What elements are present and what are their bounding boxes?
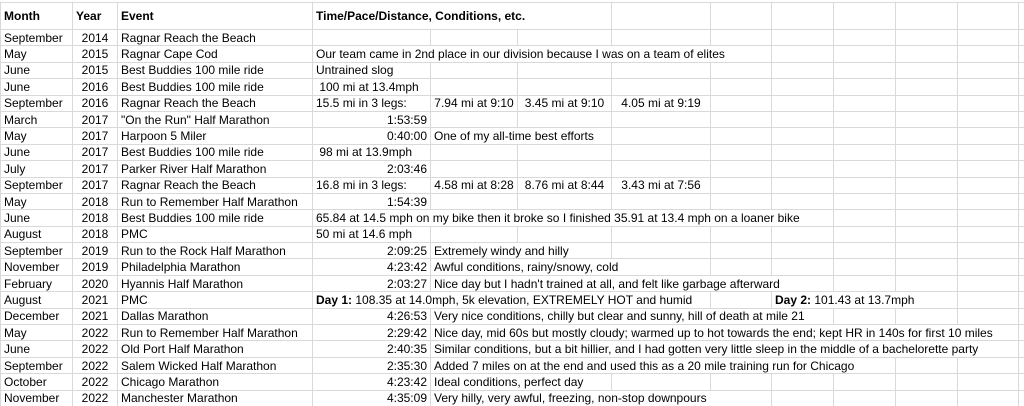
cell-empty[interactable] [896, 308, 958, 324]
cell-empty[interactable] [834, 95, 896, 111]
cell-empty[interactable] [834, 128, 896, 144]
cell-empty[interactable] [958, 390, 1019, 406]
cell-event[interactable]: Ragnar Reach the Beach [118, 95, 313, 111]
cell-empty[interactable] [834, 111, 896, 127]
cell-empty[interactable] [896, 46, 958, 62]
cell-year[interactable]: 2014 [73, 30, 118, 46]
cell-empty[interactable] [711, 62, 772, 78]
cell-year[interactable]: 2017 [73, 128, 118, 144]
cell-empty[interactable] [612, 79, 711, 95]
cell-event[interactable]: Harpoon 5 Miler [118, 128, 313, 144]
cell-event[interactable]: Run to the Rock Half Marathon [118, 243, 313, 259]
cell-empty[interactable] [612, 62, 711, 78]
cell-empty[interactable] [1019, 210, 1024, 226]
cell-month[interactable]: October [1, 374, 73, 390]
cell-empty[interactable] [896, 30, 958, 46]
cell-empty[interactable] [958, 292, 1019, 308]
cell-empty[interactable] [1019, 161, 1024, 177]
cell-empty[interactable] [834, 275, 896, 291]
cell-empty[interactable] [1019, 374, 1024, 390]
cell-empty[interactable] [958, 374, 1019, 390]
cell-time[interactable]: 4:26:53 [313, 308, 431, 324]
cell-empty[interactable] [313, 30, 431, 46]
cell-empty[interactable] [612, 193, 711, 209]
cell-empty[interactable] [834, 177, 896, 193]
cell-empty[interactable] [896, 161, 958, 177]
table-row [1, 111, 1024, 127]
cell-leg-1[interactable]: 4.58 mi at 8:28 [431, 177, 518, 193]
cell-event[interactable]: PMC [118, 226, 313, 242]
cell-month[interactable]: December [1, 308, 73, 324]
table-row [1, 341, 1024, 357]
cell-empty[interactable] [958, 193, 1019, 209]
cell-empty[interactable] [896, 62, 958, 78]
cell-leg-2[interactable]: 3.45 mi at 9:10 [518, 95, 612, 111]
cell-empty[interactable] [834, 226, 896, 242]
cell-event[interactable]: Best Buddies 100 mile ride [118, 144, 313, 160]
cell-empty[interactable] [518, 193, 612, 209]
cell-event[interactable]: Ragnar Reach the Beach [118, 30, 313, 46]
cell-time[interactable]: 2:29:42 [313, 325, 431, 341]
cell-year[interactable]: 2019 [73, 243, 118, 259]
cell-empty[interactable] [896, 210, 958, 226]
cell-empty[interactable] [896, 275, 958, 291]
cell-empty[interactable] [612, 128, 711, 144]
cell-empty[interactable] [958, 62, 1019, 78]
cell-empty[interactable] [772, 374, 834, 390]
cell-empty[interactable] [772, 177, 834, 193]
cell-empty[interactable] [896, 193, 958, 209]
cell-leg-3[interactable]: 4.05 mi at 9:19 [612, 95, 711, 111]
cell-empty[interactable] [772, 62, 834, 78]
cell-empty[interactable] [711, 95, 772, 111]
cell-month[interactable]: September [1, 243, 73, 259]
cell-empty[interactable] [958, 210, 1019, 226]
cell-empty[interactable] [1019, 128, 1024, 144]
table-row [1, 144, 1024, 160]
cell-event[interactable]: Run to Remember Half Marathon [118, 193, 313, 209]
cell-month[interactable]: June [1, 79, 73, 95]
cell-empty[interactable] [958, 128, 1019, 144]
cell-empty[interactable] [1019, 144, 1024, 160]
cell-time[interactable]: 1:54:39 [313, 193, 431, 209]
cell-empty[interactable] [772, 79, 834, 95]
cell-month[interactable]: May [1, 325, 73, 341]
cell-empty[interactable] [896, 374, 958, 390]
cell-empty[interactable] [958, 177, 1019, 193]
cell-empty[interactable] [958, 243, 1019, 259]
cell-empty[interactable] [431, 161, 518, 177]
cell-empty[interactable] [834, 62, 896, 78]
cell-time[interactable]: 2:09:25 [313, 243, 431, 259]
table-row [1, 325, 1024, 341]
cell-empty[interactable] [518, 30, 612, 46]
cell-empty[interactable] [711, 3, 772, 30]
cell-year[interactable]: 2016 [73, 79, 118, 95]
day2-label: Day 2: [775, 292, 812, 307]
table-row [1, 128, 1024, 144]
cell-empty[interactable] [896, 390, 958, 406]
cell-empty[interactable] [1019, 193, 1024, 209]
cell-empty[interactable] [772, 390, 834, 406]
cell-day2[interactable] [772, 292, 958, 308]
cell-empty[interactable] [772, 111, 834, 127]
cell-empty[interactable] [1019, 226, 1024, 242]
cell-empty[interactable] [711, 177, 772, 193]
cell-empty[interactable] [711, 226, 772, 242]
cell-empty[interactable] [431, 193, 518, 209]
cell-empty[interactable] [834, 243, 896, 259]
cell-empty[interactable] [896, 128, 958, 144]
cell-empty[interactable] [518, 62, 612, 78]
cell-details[interactable]: 100 mi at 13.4mph [313, 79, 431, 95]
cell-event[interactable]: Hyannis Half Marathon [118, 275, 313, 291]
cell-empty[interactable] [711, 128, 772, 144]
cell-empty[interactable] [772, 46, 834, 62]
cell-empty[interactable] [772, 161, 834, 177]
cell-empty[interactable] [834, 144, 896, 160]
cell-event[interactable]: Ragnar Cape Cod [118, 46, 313, 62]
cell-conditions[interactable]: Extremely windy and hilly [431, 243, 612, 259]
cell-empty[interactable] [896, 259, 958, 275]
header-month[interactable]: Month [1, 3, 73, 30]
cell-year[interactable]: 2021 [73, 308, 118, 324]
header-row [1, 3, 1024, 30]
cell-month[interactable]: July [1, 161, 73, 177]
cell-empty[interactable] [958, 46, 1019, 62]
cell-event[interactable]: Ragnar Reach the Beach [118, 177, 313, 193]
cell-empty[interactable] [834, 30, 896, 46]
cell-empty[interactable] [1019, 3, 1024, 30]
table-row [1, 308, 1024, 324]
cell-month[interactable]: June [1, 144, 73, 160]
cell-empty[interactable] [1019, 275, 1024, 291]
header-year[interactable]: Year [73, 3, 118, 30]
cell-event[interactable]: Best Buddies 100 mile ride [118, 62, 313, 78]
cell-empty[interactable] [1019, 111, 1024, 127]
cell-empty[interactable] [612, 226, 711, 242]
cell-month[interactable]: November [1, 259, 73, 275]
cell-year[interactable]: 2021 [73, 292, 118, 308]
table-row [1, 292, 1024, 308]
cell-empty[interactable] [834, 259, 896, 275]
cell-empty[interactable] [958, 111, 1019, 127]
cell-empty[interactable] [772, 30, 834, 46]
cell-month[interactable]: May [1, 128, 73, 144]
cell-year[interactable]: 2022 [73, 357, 118, 373]
cell-event[interactable]: Philadelphia Marathon [118, 259, 313, 275]
cell-year[interactable]: 2016 [73, 95, 118, 111]
cell-month[interactable]: March [1, 111, 73, 127]
cell-empty[interactable] [431, 30, 518, 46]
cell-empty[interactable] [1019, 46, 1024, 62]
cell-month[interactable]: June [1, 210, 73, 226]
cell-leg-2[interactable]: 8.76 mi at 8:44 [518, 177, 612, 193]
cell-leg-1[interactable]: 7.94 mi at 9:10 [431, 95, 518, 111]
table-row [1, 275, 1024, 291]
cell-year[interactable]: 2017 [73, 111, 118, 127]
cell-empty[interactable] [834, 193, 896, 209]
cell-year[interactable]: 2022 [73, 341, 118, 357]
day2-text: 101.43 at 13.7mph [811, 292, 915, 307]
cell-empty[interactable] [431, 79, 518, 95]
cell-event[interactable]: Parker River Half Marathon [118, 161, 313, 177]
cell-empty[interactable] [431, 111, 518, 127]
cell-event[interactable]: Old Port Half Marathon [118, 341, 313, 357]
cell-empty[interactable] [711, 292, 772, 308]
cell-details[interactable]: 98 mi at 13.9mph [313, 144, 431, 160]
cell-empty[interactable] [834, 210, 896, 226]
cell-empty[interactable] [958, 79, 1019, 95]
table-row [1, 390, 1024, 406]
cell-empty[interactable] [1019, 243, 1024, 259]
table-row [1, 210, 1024, 226]
day1-label: Day 1: [316, 292, 353, 307]
cell-empty[interactable] [896, 357, 958, 373]
cell-empty[interactable] [958, 95, 1019, 111]
cell-month[interactable]: May [1, 193, 73, 209]
cell-empty[interactable] [1019, 79, 1024, 95]
table-row [1, 30, 1024, 46]
cell-conditions[interactable]: Very hilly, very awful, freezing, non-stop downpours [431, 390, 772, 406]
cell-event[interactable]: Best Buddies 100 mile ride [118, 79, 313, 95]
cell-month[interactable]: February [1, 275, 73, 291]
cell-empty[interactable] [834, 161, 896, 177]
table-row [1, 95, 1024, 111]
cell-empty[interactable] [958, 226, 1019, 242]
cell-empty[interactable] [431, 144, 518, 160]
cell-empty[interactable] [711, 144, 772, 160]
cell-event[interactable]: Run to Remember Half Marathon [118, 325, 313, 341]
cell-empty[interactable] [612, 144, 711, 160]
cell-month[interactable]: September [1, 95, 73, 111]
cell-conditions[interactable]: Nice day, mid 60s but mostly cloudy; warmed up to hot towards the end; kept HR in 140s for first 10 miles [431, 325, 1019, 341]
cell-time[interactable]: 4:23:42 [313, 374, 431, 390]
cell-empty[interactable] [612, 374, 711, 390]
cell-time[interactable]: 2:03:27 [313, 275, 431, 291]
cell-year[interactable]: 2022 [73, 325, 118, 341]
cell-empty[interactable] [834, 308, 896, 324]
cell-empty[interactable] [518, 111, 612, 127]
cell-conditions[interactable]: Very nice conditions, chilly but clear and sunny, hill of death at mile 21 [431, 308, 834, 324]
cell-empty[interactable] [834, 374, 896, 390]
cell-empty[interactable] [1019, 62, 1024, 78]
table-row [1, 62, 1024, 78]
cell-time[interactable]: 4:35:09 [313, 390, 431, 406]
cell-empty[interactable] [834, 3, 896, 30]
cell-month[interactable]: May [1, 46, 73, 62]
header-event[interactable]: Event [118, 3, 313, 30]
cell-time[interactable]: 2:35:30 [313, 357, 431, 373]
cell-year[interactable]: 2017 [73, 144, 118, 160]
cell-month[interactable]: August [1, 292, 73, 308]
cell-year[interactable]: 2017 [73, 161, 118, 177]
cell-empty[interactable] [834, 79, 896, 95]
table-row [1, 243, 1024, 259]
cell-empty[interactable] [1019, 292, 1024, 308]
cell-conditions[interactable]: One of my all-time best efforts [431, 128, 612, 144]
cell-month[interactable]: November [1, 390, 73, 406]
cell-empty[interactable] [958, 357, 1019, 373]
cell-time[interactable]: 1:53:59 [313, 111, 431, 127]
cell-month[interactable]: September [1, 177, 73, 193]
cell-empty[interactable] [896, 111, 958, 127]
cell-empty[interactable] [958, 3, 1019, 30]
cell-empty[interactable] [518, 79, 612, 95]
cell-empty[interactable] [711, 79, 772, 95]
cell-empty[interactable] [711, 243, 772, 259]
cell-empty[interactable] [711, 259, 772, 275]
cell-empty[interactable] [612, 30, 711, 46]
cell-conditions[interactable]: Similar conditions, but a bit hillier, and I had gotten very little sleep in the middle of a bachelorette party [431, 341, 1019, 357]
cell-event[interactable]: Dallas Marathon [118, 308, 313, 324]
cell-details[interactable]: 50 mi at 14.6 mph [313, 226, 431, 242]
cell-event[interactable]: Chicago Marathon [118, 374, 313, 390]
table-row [1, 357, 1024, 373]
table-row [1, 177, 1024, 193]
cell-details[interactable]: Our team came in 2nd place in our division because I was on a team of elites [313, 46, 772, 62]
cell-event[interactable]: Salem Wicked Half Marathon [118, 357, 313, 373]
cell-details[interactable]: 65.84 at 14.5 mph on my bike then it broke so I finished 35.91 at 13.4 mph on a loaner bike [313, 210, 834, 226]
cell-leg-3[interactable]: 3.43 mi at 7:56 [612, 177, 711, 193]
cell-empty[interactable] [1019, 357, 1024, 373]
cell-time[interactable]: 2:40:35 [313, 341, 431, 357]
cell-empty[interactable] [834, 390, 896, 406]
table-row [1, 161, 1024, 177]
cell-empty[interactable] [431, 226, 518, 242]
cell-empty[interactable] [1019, 341, 1024, 357]
cell-empty[interactable] [958, 275, 1019, 291]
cell-empty[interactable] [1019, 177, 1024, 193]
cell-empty[interactable] [711, 30, 772, 46]
cell-empty[interactable] [1019, 325, 1024, 341]
cell-year[interactable]: 2017 [73, 177, 118, 193]
cell-empty[interactable] [896, 144, 958, 160]
cell-time[interactable]: 0:40:00 [313, 128, 431, 144]
cell-empty[interactable] [958, 161, 1019, 177]
cell-empty[interactable] [1019, 308, 1024, 324]
cell-empty[interactable] [958, 308, 1019, 324]
cell-time[interactable]: 2:03:46 [313, 161, 431, 177]
cell-empty[interactable] [518, 144, 612, 160]
cell-month[interactable]: June [1, 341, 73, 357]
cell-year[interactable]: 2019 [73, 259, 118, 275]
cell-empty[interactable] [612, 3, 711, 30]
cell-empty[interactable] [896, 79, 958, 95]
table-row [1, 193, 1024, 209]
cell-empty[interactable] [431, 62, 518, 78]
cell-empty[interactable] [958, 30, 1019, 46]
cell-empty[interactable] [772, 259, 834, 275]
cell-empty[interactable] [518, 226, 612, 242]
cell-month[interactable]: June [1, 62, 73, 78]
cell-time[interactable]: 4:23:42 [313, 259, 431, 275]
cell-empty[interactable] [612, 161, 711, 177]
cell-empty[interactable] [1019, 30, 1024, 46]
cell-conditions[interactable]: Nice day but I hadn't trained at all, and felt like garbage afterward [431, 275, 834, 291]
cell-empty[interactable] [1019, 95, 1024, 111]
cell-event[interactable]: "On the Run" Half Marathon [118, 111, 313, 127]
cell-event[interactable]: Best Buddies 100 mile ride [118, 210, 313, 226]
cell-empty[interactable] [958, 144, 1019, 160]
cell-empty[interactable] [711, 161, 772, 177]
cell-month[interactable]: September [1, 30, 73, 46]
cell-conditions[interactable]: Ideal conditions, perfect day [431, 374, 612, 390]
cell-event[interactable]: Manchester Marathon [118, 390, 313, 406]
cell-details[interactable]: 16.8 mi in 3 legs: [313, 177, 431, 193]
cell-year[interactable]: 2018 [73, 210, 118, 226]
cell-empty[interactable] [896, 95, 958, 111]
cell-details[interactable]: Untrained slog [313, 62, 431, 78]
table-row [1, 46, 1024, 62]
cell-year[interactable]: 2020 [73, 275, 118, 291]
day1-text: 108.35 at 14.0mph, 5k elevation, EXTREMELY HOT and humid [352, 292, 693, 307]
cell-empty[interactable] [896, 3, 958, 30]
cell-empty[interactable] [772, 193, 834, 209]
cell-event[interactable]: PMC [118, 292, 313, 308]
cell-year[interactable]: 2018 [73, 193, 118, 209]
table-row [1, 374, 1024, 390]
table-row [1, 259, 1024, 275]
cell-empty[interactable] [711, 374, 772, 390]
cell-empty[interactable] [834, 46, 896, 62]
table-row [1, 226, 1024, 242]
cell-details[interactable]: 15.5 mi in 3 legs: [313, 95, 431, 111]
cell-empty[interactable] [711, 193, 772, 209]
results-table [0, 2, 1024, 406]
cell-empty[interactable] [1019, 390, 1024, 406]
cell-empty[interactable] [896, 226, 958, 242]
cell-year[interactable]: 2022 [73, 374, 118, 390]
cell-empty[interactable] [896, 177, 958, 193]
cell-empty[interactable] [772, 226, 834, 242]
cell-day1[interactable] [313, 292, 711, 308]
cell-month[interactable]: August [1, 226, 73, 242]
cell-empty[interactable] [772, 3, 834, 30]
table-row [1, 79, 1024, 95]
cell-conditions[interactable]: Awful conditions, rainy/snowy, cold [431, 259, 711, 275]
cell-year[interactable]: 2022 [73, 390, 118, 406]
cell-empty[interactable] [772, 128, 834, 144]
header-details[interactable]: Time/Pace/Distance, Conditions, etc. [313, 3, 612, 30]
cell-year[interactable]: 2018 [73, 226, 118, 242]
cell-month[interactable]: September [1, 357, 73, 373]
cell-conditions[interactable]: Added 7 miles on at the end and used this as a 20 mile training run for Chicago [431, 357, 896, 373]
cell-empty[interactable] [612, 111, 711, 127]
cell-empty[interactable] [711, 111, 772, 127]
cell-empty[interactable] [612, 243, 711, 259]
cell-year[interactable]: 2015 [73, 46, 118, 62]
cell-empty[interactable] [1019, 259, 1024, 275]
cell-empty[interactable] [896, 243, 958, 259]
cell-empty[interactable] [772, 243, 834, 259]
cell-year[interactable]: 2015 [73, 62, 118, 78]
cell-empty[interactable] [958, 259, 1019, 275]
cell-empty[interactable] [772, 95, 834, 111]
cell-empty[interactable] [518, 161, 612, 177]
cell-empty[interactable] [772, 144, 834, 160]
